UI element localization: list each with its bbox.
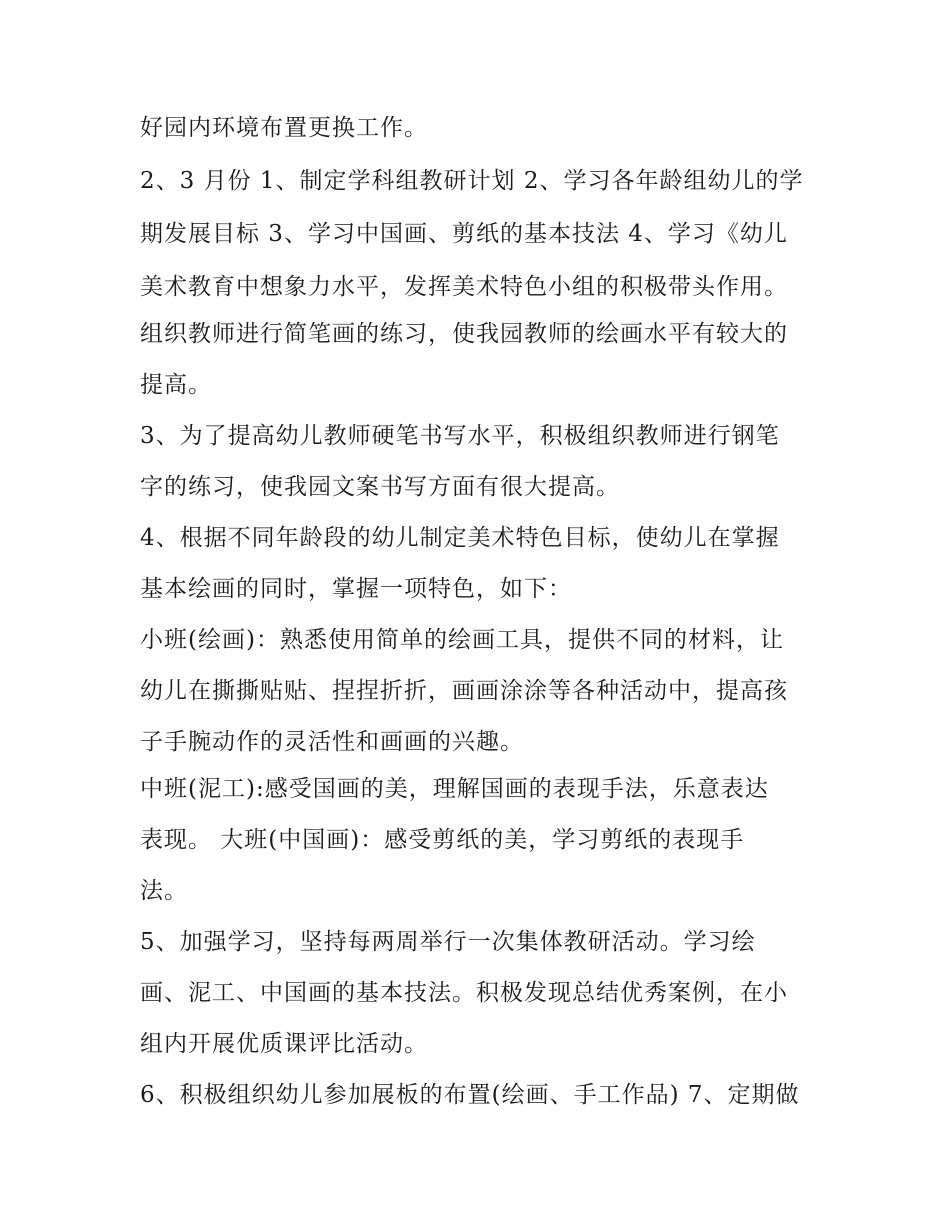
text-line: 期发展目标 3、学习中国画、剪纸的基本技法 4、学习《幼儿 — [140, 221, 788, 247]
text-line: 基本绘画的同时，掌握一项特色，如下： — [140, 576, 572, 602]
text-line: 组内开展优质课评比活动。 — [140, 1031, 428, 1057]
text-line: 字的练习，使我园文案书写方面有很大提高。 — [140, 474, 620, 500]
text-line: 幼儿在撕撕贴贴、捏捏折折，画画涂涂等各种活动中，提高孩 — [140, 678, 788, 704]
text-line: 好园内环境布置更换工作。 — [140, 115, 428, 141]
text-line: 组织教师进行简笔画的练习，使我园教师的绘画水平有较大的 — [140, 321, 788, 347]
text-line: 2、3 月份 1、制定学科组教研计划 2、学习各年龄组幼儿的学 — [140, 168, 804, 194]
text-line: 表现。 大班(中国画)：感受剪纸的美，学习剪纸的表现手 — [140, 827, 745, 853]
text-line: 6、积极组织幼儿参加展板的布置(绘画、手工作品) 7、定期做 — [140, 1082, 800, 1108]
text-line: 画、泥工、中国画的基本技法。积极发现总结优秀案例，在小 — [140, 980, 788, 1006]
text-line: 子手腕动作的灵活性和画画的兴趣。 — [140, 729, 524, 755]
text-line: 4、根据不同年龄段的幼儿制定美术特色目标，使幼儿在掌握 — [140, 525, 780, 551]
text-line: 3、为了提高幼儿教师硬笔书写水平，积极组织教师进行钢笔 — [140, 423, 780, 449]
text-line: 中班(泥工):感受国画的美，理解国画的表现手法，乐意表达 — [140, 776, 769, 802]
text-line: 小班(绘画)：熟悉使用简单的绘画工具，提供不同的材料，让 — [140, 627, 784, 653]
text-line: 法。 — [140, 878, 188, 904]
text-line: 提高。 — [140, 372, 212, 398]
text-line: 5、加强学习，坚持每两周举行一次集体教研活动。学习绘 — [140, 929, 756, 955]
text-line: 美术教育中想象力水平，发挥美术特色小组的积极带头作用。 — [140, 274, 788, 300]
